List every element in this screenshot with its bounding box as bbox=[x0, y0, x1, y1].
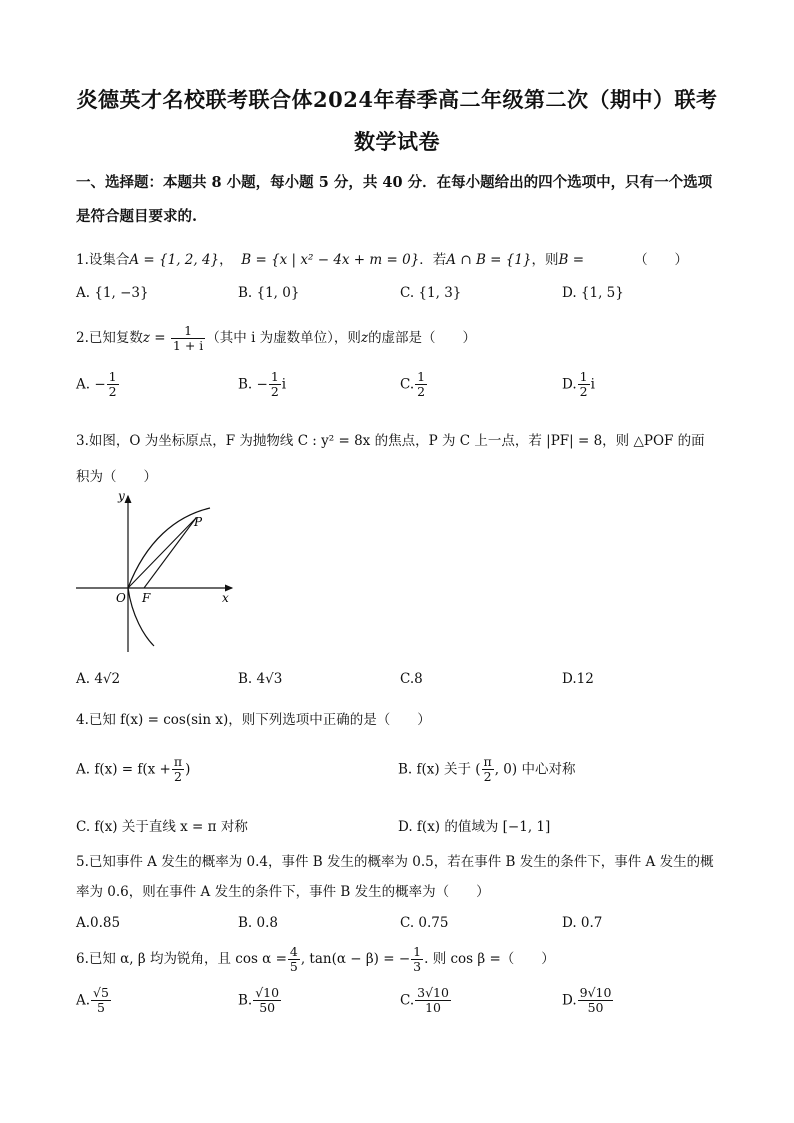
q2-b-den: 2 bbox=[270, 384, 279, 400]
q6-d-den: 50 bbox=[587, 1000, 604, 1016]
q2-option-c bbox=[400, 370, 428, 400]
q2-suffix: （其中 i 为虚数单位），则 bbox=[206, 330, 361, 346]
q2-option-b bbox=[238, 370, 286, 400]
q4-option-c: C. f(x) 关于直线 x = π 对称 bbox=[76, 819, 248, 835]
q3-option-c: C.8 bbox=[400, 671, 423, 687]
exam-subtitle: 数学试卷 bbox=[354, 129, 440, 154]
fig-label-y: y bbox=[118, 489, 125, 503]
question-5-line2: 率为 0.6，则在事件 A 发生的条件下，事件 B 发生的概率为（ ） bbox=[76, 884, 490, 900]
q6-b-den: 50 bbox=[259, 1000, 276, 1016]
q2-c-label: C. bbox=[400, 376, 415, 393]
q2-a-label: A. − bbox=[76, 376, 106, 393]
q6-a-label: A. bbox=[76, 992, 91, 1009]
q2-den: 1 + i bbox=[172, 338, 204, 353]
q6-option-c bbox=[400, 986, 452, 1016]
q4-a-den: 2 bbox=[173, 769, 182, 785]
q6-c-den: 10 bbox=[425, 1000, 441, 1016]
q3-option-d: D.12 bbox=[562, 671, 594, 687]
q2-z2: z bbox=[360, 330, 369, 346]
q1-option-b: B. {1, 0} bbox=[238, 285, 300, 301]
q6-d1: 5 bbox=[289, 959, 298, 974]
q4-b-pre: B. f(x) 关于 ( bbox=[398, 761, 481, 778]
q2-a-den: 2 bbox=[108, 384, 117, 400]
q4-option-d: D. f(x) 的值域为 [−1, 1] bbox=[398, 819, 551, 835]
q6-n2: 1 bbox=[413, 943, 422, 959]
question-3-line2: 积为（ ） bbox=[76, 469, 157, 485]
segment-fp bbox=[144, 518, 196, 588]
q2-option-a bbox=[76, 370, 120, 400]
q3-option-b: B. 4√3 bbox=[238, 671, 283, 687]
q6-d-label: D. bbox=[562, 992, 577, 1009]
q4-option-b bbox=[398, 755, 575, 785]
q6-pre: 6.已知 α, β 均为锐角，且 cos α = bbox=[76, 951, 287, 967]
q2-z: z = bbox=[142, 330, 166, 346]
q4-a-num: π bbox=[173, 754, 183, 769]
q6-mid: , tan(α − β) = − bbox=[300, 951, 411, 967]
q6-c-num: 3√10 bbox=[417, 985, 449, 1000]
q6-option-d bbox=[562, 986, 614, 1016]
section-heading: 一、选择题：本题共 8 小题，每小题 5 分，共 40 分．在每小题给出的四个选项中，只有一个选项是符合题目要求的. bbox=[76, 174, 713, 225]
q2-c-den: 2 bbox=[417, 384, 426, 400]
q1-b: B = bbox=[558, 252, 585, 268]
q5-option-a: A.0.85 bbox=[76, 915, 121, 931]
segment-op bbox=[128, 518, 196, 588]
q2-num: 1 bbox=[171, 324, 205, 339]
fig-label-f: F bbox=[142, 591, 151, 605]
q1-prefix: 1.设集合 bbox=[76, 252, 130, 268]
q6-b-num: √10 bbox=[255, 985, 280, 1000]
question-1 bbox=[76, 250, 726, 270]
q2-d-label: D. bbox=[562, 376, 577, 393]
q4-a-post: ) bbox=[185, 761, 191, 778]
question-4: 4.已知 f(x) = cos(sin x)，则下列选项中正确的是（ ） bbox=[76, 712, 431, 728]
q1-answer-paren: （ ） bbox=[634, 252, 689, 268]
q1-option-d: D. {1, 5} bbox=[562, 285, 624, 301]
question-5-line1: 5.已知事件 A 发生的概率为 0.4，事件 B 发生的概率为 0.5，若在事件 B 发生的条件下，事件 A 发生的概 bbox=[76, 854, 714, 870]
q2-prefix: 2.已知复数 bbox=[76, 330, 143, 346]
q1-option-c: C. {1, 3} bbox=[400, 285, 462, 301]
q2-b-tail: i bbox=[281, 376, 287, 393]
q6-n1: 4 bbox=[289, 943, 298, 959]
q2-option-d bbox=[562, 370, 595, 400]
fig-label-p: P bbox=[194, 515, 203, 529]
parabola-figure bbox=[76, 486, 236, 656]
exam-title: 炎德英才名校联考联合体2024年春季高二年级第二次（期中）联考 bbox=[76, 87, 718, 112]
q5-option-d: D. 0.7 bbox=[562, 915, 603, 931]
fig-label-x: x bbox=[222, 591, 229, 605]
q2-d-num: 1 bbox=[579, 369, 588, 384]
question-6 bbox=[76, 943, 726, 975]
q2-c-num: 1 bbox=[417, 369, 426, 384]
q1-comma: ， bbox=[219, 252, 233, 268]
q1-condition: ．若 bbox=[419, 252, 447, 268]
q4-b-den: 2 bbox=[483, 769, 492, 785]
q4-option-a bbox=[76, 755, 190, 785]
q6-a-den: 5 bbox=[97, 1000, 105, 1016]
q1-option-a: A. {1, −3} bbox=[76, 285, 149, 301]
q6-option-a bbox=[76, 986, 112, 1016]
question-3-line1: 3.如图，O 为坐标原点，F 为抛物线 C : y² = 8x 的焦点，P 为 C 上一点，若 |PF| = 8，则 △POF 的面 bbox=[76, 433, 705, 449]
q3-option-a: A. 4√2 bbox=[76, 671, 121, 687]
q6-c-label: C. bbox=[400, 992, 415, 1009]
q5-option-b: B. 0.8 bbox=[238, 915, 278, 931]
q6-b-label: B. bbox=[238, 992, 253, 1009]
q2-suffix2: 的虚部是（ ） bbox=[368, 330, 477, 346]
q2-fraction bbox=[171, 324, 205, 354]
question-2 bbox=[76, 323, 726, 353]
q2-d-den: 2 bbox=[579, 384, 588, 400]
fig-label-o: O bbox=[116, 591, 126, 605]
q4-a-pre: A. f(x) = f(x + bbox=[76, 761, 171, 778]
q6-option-b bbox=[238, 986, 282, 1016]
q6-d-num: 9√10 bbox=[579, 985, 612, 1000]
q1-set-a: A = {1, 2, 4} bbox=[129, 252, 220, 268]
q4-b-num: π bbox=[483, 754, 492, 769]
q6-d2: 3 bbox=[413, 959, 422, 974]
q6-post: . 则 cos β =（ ） bbox=[424, 951, 555, 967]
q4-b-post: , 0) 中心对称 bbox=[494, 761, 576, 778]
q1-ask: ，则 bbox=[531, 252, 559, 268]
q1-set-b: B = {x | x² − 4x + m = 0} bbox=[241, 252, 420, 268]
q2-a-num: 1 bbox=[108, 369, 117, 384]
q6-a-num: √5 bbox=[93, 985, 109, 1000]
q2-b-num: 1 bbox=[270, 369, 279, 384]
q1-intersection: A ∩ B = {1} bbox=[446, 252, 532, 268]
q5-option-c: C. 0.75 bbox=[400, 915, 449, 931]
q2-d-tail: i bbox=[590, 376, 595, 393]
q2-b-label: B. − bbox=[238, 376, 268, 393]
